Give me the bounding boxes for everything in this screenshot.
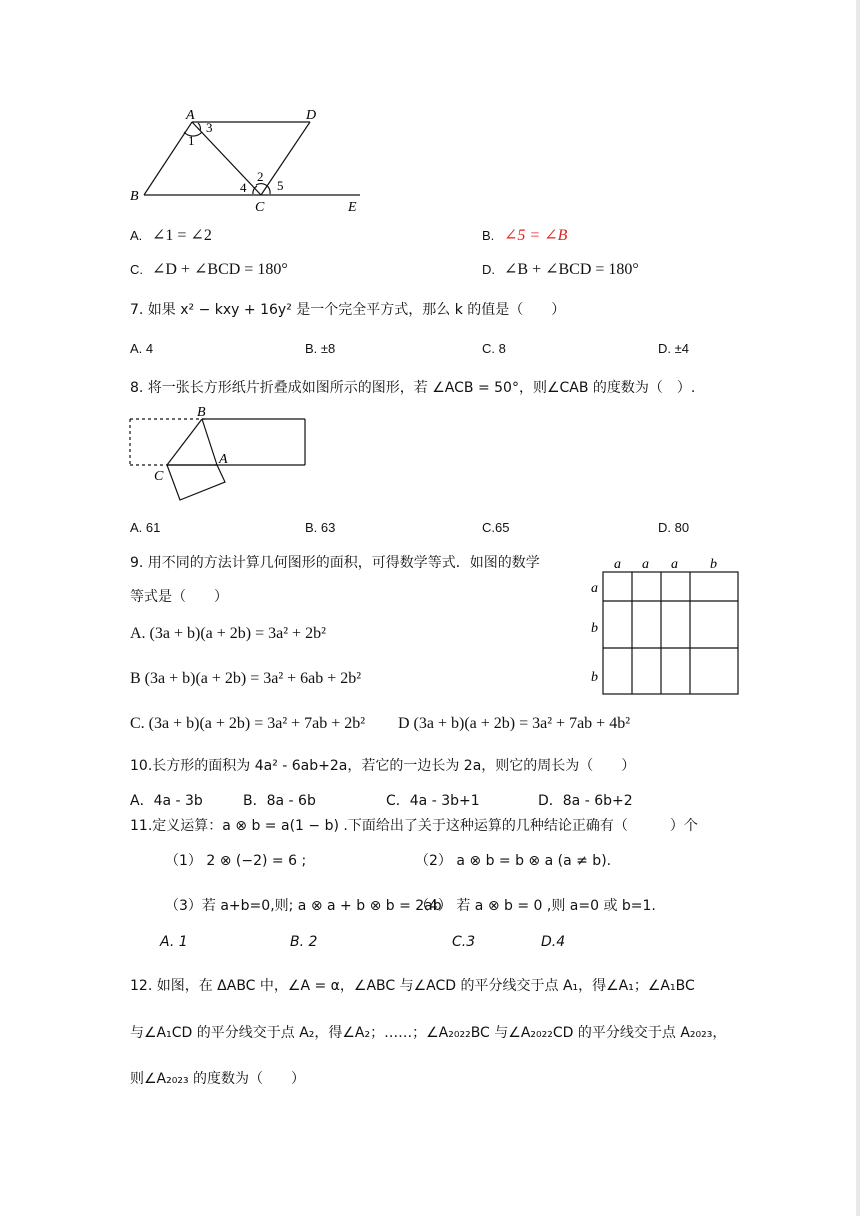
label-angle-3: 3 xyxy=(206,120,213,135)
q12-text-line2: 与∠A₁CD 的平分线交于点 A₂，得∠A₂；……；∠A₂₀₂₂BC 与∠A₂₀₂₂CD 的平分线交于点 A₂₀₂₃， xyxy=(130,1025,727,1041)
q9-option-d: D (3a + b)(a + 2b) = 3a² + 7ab + 4b² xyxy=(398,715,630,732)
q11-option-b: B. 2 xyxy=(290,934,318,950)
label-c: C xyxy=(255,200,265,215)
q7-text: 7. 如果 x² − kxy + 16y² 是一个完全平方式，那么 k 的值是（ ） xyxy=(130,302,566,318)
q6-option-d-label: D. xyxy=(482,262,495,277)
label-e: E xyxy=(348,200,357,215)
label-angle-1: 1 xyxy=(188,133,195,148)
segment-ac xyxy=(192,122,261,195)
label-a: A xyxy=(186,108,195,123)
q11-statement-2: （2） a ⊗ b = b ⊗ a (a ≠ b). xyxy=(415,853,612,869)
q8-option-b: B. 63 xyxy=(305,520,336,535)
segment-ba xyxy=(202,419,217,465)
q6-option-c: ∠D + ∠BCD = 180° xyxy=(152,261,288,278)
q9-option-c: C. (3a + b)(a + 2b) = 3a² + 7ab + 2b² xyxy=(130,715,366,732)
q12-text-line3: 则∠A₂₀₂₃ 的度数为（ ） xyxy=(130,1071,306,1087)
label-d: D xyxy=(306,108,317,123)
q12-text-line1: 12. 如图，在 ΔABC 中，∠A = α，∠ABC 与∠ACD 的平分线交于点 A₁，得∠A₁；∠A₁BC xyxy=(130,978,695,994)
q10-text: 10.长方形的面积为 4a² - 6ab+2a，若它的一边长为 2a，则它的周长为（ ） xyxy=(130,758,636,774)
q6-option-c-label: C. xyxy=(130,262,143,277)
grid-top-label-4: b xyxy=(710,557,717,572)
q11-option-c: C.3 xyxy=(452,934,476,950)
q6-option-b-label: B. xyxy=(482,228,495,243)
label-a: A xyxy=(219,452,228,467)
q6-figure xyxy=(120,100,380,220)
grid-top-label-3: a xyxy=(671,557,678,572)
q7-option-a: A. 4 xyxy=(130,341,154,356)
grid-outline xyxy=(603,572,738,694)
grid-left-label-3: b xyxy=(591,670,598,685)
q10-option-d: D．8a - 6b+2 xyxy=(538,793,633,809)
page-edge xyxy=(856,0,860,1216)
q7-option-c: C. 8 xyxy=(482,341,506,356)
q11-option-a: A. 1 xyxy=(160,934,188,950)
grid-left-label-1: a xyxy=(591,581,598,596)
q10-option-a: A．4a - 3b xyxy=(130,793,203,809)
q10-option-b: B．8a - 6b xyxy=(243,793,316,809)
segment-dc xyxy=(261,122,310,195)
q6-option-b-answer: ∠5 = ∠B xyxy=(504,227,568,244)
q8-option-d: D. 80 xyxy=(658,520,690,535)
q6-option-d: ∠B + ∠BCD = 180° xyxy=(504,261,639,278)
q11-statement-4: （4） 若 a ⊗ b = 0 ,则 a=0 或 b=1. xyxy=(415,898,656,914)
label-b: B xyxy=(197,405,206,420)
q6-option-a: ∠1 = ∠2 xyxy=(152,227,212,244)
q7-option-d: D. ±4 xyxy=(658,341,689,356)
q8-figure xyxy=(125,402,315,507)
grid-top-label-1: a xyxy=(614,557,621,572)
q6-option-a-label: A. xyxy=(130,228,143,243)
label-c: C xyxy=(154,469,164,484)
q11-statement-3: （3）若 a+b=0,则; a ⊗ a + b ⊗ b = 2ab xyxy=(165,898,442,914)
q9-text-line1: 9. 用不同的方法计算几何图形的面积，可得数学等式．如图的数学 xyxy=(130,555,540,571)
grid-left-label-2: b xyxy=(591,621,598,636)
label-angle-2: 2 xyxy=(257,169,264,184)
q9-option-b: B (3a + b)(a + 2b) = 3a² + 6ab + 2b² xyxy=(130,670,362,687)
q8-option-c: C.65 xyxy=(482,520,510,535)
q11-statement-1: （1） 2 ⊗ (−2) = 6 ; xyxy=(165,853,307,869)
label-angle-4: 4 xyxy=(240,180,247,195)
q9-option-a: A. (3a + b)(a + 2b) = 3a² + 2b² xyxy=(130,625,326,642)
label-b: B xyxy=(130,189,139,204)
folded-flap xyxy=(167,465,225,500)
label-angle-5: 5 xyxy=(277,178,284,193)
q11-option-d: D.4 xyxy=(541,934,566,950)
q10-option-c: C．4a - 3b+1 xyxy=(386,793,480,809)
q9-text-line2: 等式是（ ） xyxy=(130,589,228,605)
q9-area-grid xyxy=(588,554,740,699)
grid-top-label-2: a xyxy=(642,557,649,572)
fold-line-cb xyxy=(167,419,202,465)
q7-option-b: B. ±8 xyxy=(305,341,336,356)
q8-text: 8. 将一张长方形纸片折叠成如图所示的图形，若 ∠ACB = 50°，则∠CAB 的度数为（ ）. xyxy=(130,380,696,396)
q8-option-a: A. 61 xyxy=(130,520,161,535)
q11-text: 11.定义运算：a ⊗ b = a(1 − b) .下面给出了关于这种运算的几种结论正确有（ ）个 xyxy=(130,818,698,834)
